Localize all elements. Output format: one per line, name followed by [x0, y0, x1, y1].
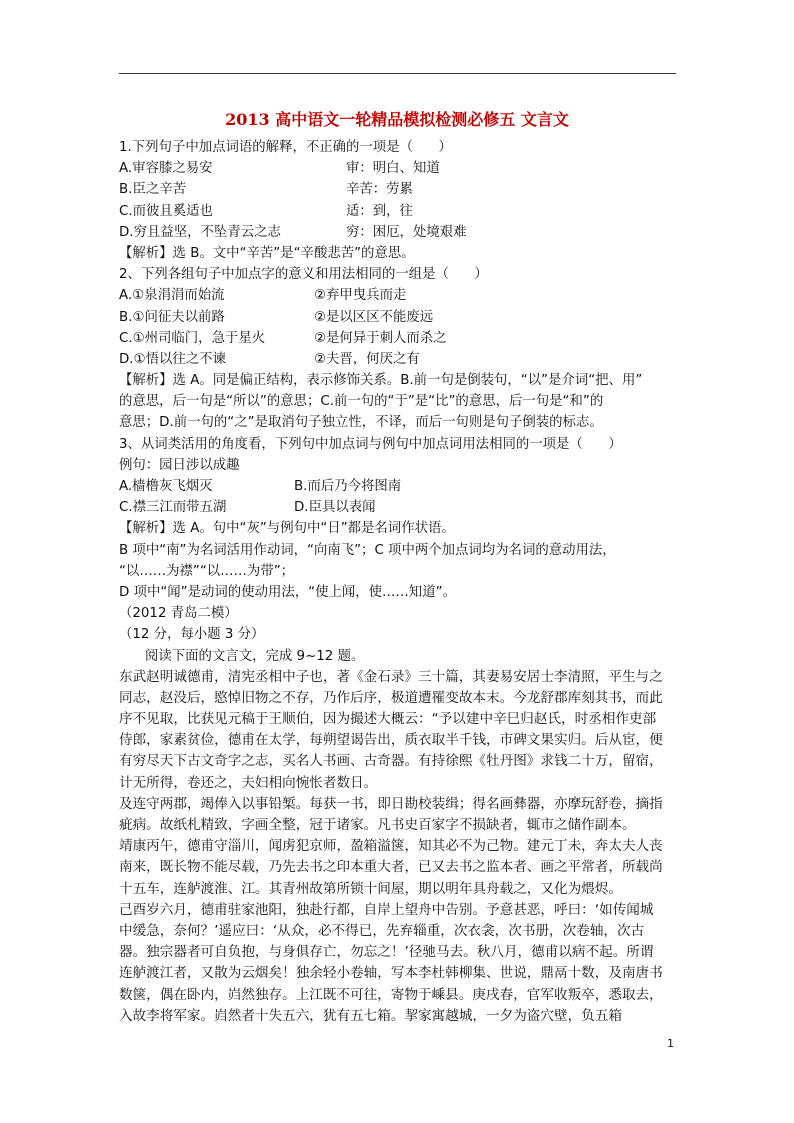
q1-option: A.审容膝之易安 审：明白、知道 [119, 161, 440, 177]
q2-option: D.①悟以往之不谏 ②夫晋，何厌之有 [119, 351, 420, 367]
instruction: 阅读下面的文言文，完成 9~12 题。 [145, 648, 365, 664]
q1-analysis: 【解析】选 B。文中“辛苦”是“辛酸悲苦”的意思。 [119, 245, 415, 261]
passage-line: 疵病。故纸札精致，字画全整，冠于诸家。凡书史百家字不损缺者，辄市之储作副本。 [119, 817, 636, 833]
q1-stem: 1.下列句子中加点词语的解释，不正确的一项是（ ） [119, 140, 452, 155]
q3-example: 例句：园日涉以成趣 [119, 457, 240, 473]
q3-stem: 3、从词类活用的角度看，下列句中加点词与例句中加点词用法相同的一项是（ ） [119, 436, 622, 452]
q1-option: B.臣之辛苦 辛苦：劳累 [119, 182, 413, 198]
q2-option: A.①泉涓涓而始流 ②弃甲曳兵而走 [119, 288, 407, 304]
passage-line: 侍郎，家素贫俭，德甫在太学，每朔望谒告出，质衣取半千钱，市碑文果实归。后从宦，便 [119, 732, 663, 749]
passage-line: 计无所得，卷还之，夫妇相向惋怅者数日。 [119, 774, 378, 791]
passage-line: 入故李将军家。岿然者十失五六，犹有五七箱。挈家寓越城，一夕为盗穴壁，负五箱 [119, 1007, 622, 1024]
passage-line: 东武赵明诚德甫，清宪丞相中子也，著《金石录》三十篇，其妻易安居士李清照，平生与之 [119, 668, 663, 685]
passage-line: 南来，既长物不能尽载，乃先去书之印本重大者，已又去书之监本者、画之平常者，所载尚 [119, 859, 663, 876]
passage-line: 靖康丙午，德甫守淄川，闻虏犯京师，盈箱溢箧，知其必不为己物。建元丁未，奔太夫人丧 [119, 838, 663, 855]
q2-analysis-line: 的意思，后一句是“所以”的意思；C.前一句的“于”是“比”的意思，后一句是“和”的 [119, 394, 604, 410]
q3-option: C.襟三江而带五湖 D.臣具以表闻 [119, 500, 376, 516]
source-note: （2012 青岛二模） [119, 606, 238, 622]
q3-option: A.樯橹灰飞烟灭 B.而后乃今将图南 [119, 479, 402, 494]
passage-line: 己酉岁六月，德甫驻家池阳，独赴行都，自岸上望舟中告别。予意甚恶，呼曰：‘如传闻城 [119, 901, 654, 918]
document-body [119, 137, 677, 1027]
passage-line: 数箧，偶在卧内，岿然独存。上江既不可往，寄物于嵊县。庚戌春，官军收叛卒，悉取去， [119, 986, 663, 1003]
q2-stem: 2、下列各组句子中加点字的意义和用法相同的一组是（ ） [119, 267, 488, 283]
q3-analysis-line: 【解析】选 A。句中“灰”与例句中“日”都是名词作状语。 [119, 521, 455, 537]
passage [119, 667, 677, 1027]
passage-line: 器。独宗器者可自负抱，与身俱存亡，勿忘之！’径驰马去。秋八月，德甫以病不起。所谓 [119, 944, 654, 961]
passage-line: 序不见取，比获见元稿于王顺伯，因为撮述大概云：“予以建中辛巳归赵氏，时丞相作吏部 [119, 711, 657, 728]
passage-line: 及连守两郡，竭俸入以事铅椠。每获一书，即日勘校装缉；得名画彝器，亦摩玩舒卷，摘指 [119, 795, 663, 812]
q1-option: C.而彼且奚适也 适：到，往 [119, 203, 413, 219]
passage-line: 中缓急，奈何？’遥应曰：‘从众，必不得已，先弃辎重，次衣衾，次书册，次卷轴，次古 [119, 922, 645, 939]
q2-analysis-line: 意思；D.前一句的“之”是取消句子独立性，不译，而后一句则是句子倒装的标志。 [119, 415, 603, 431]
passage-line: 有穷尽天下古文奇字之志，买名人书画、古奇器。有持徐熙《牡丹图》求钱二十万，留宿， [119, 753, 663, 770]
passage-line: 十五车，连舻渡淮、江。其青州故第所锁十间屋，期以明年具舟载之，又化为煨烬。 [119, 880, 622, 897]
page-title: 2013 高中语文一轮精品模拟检测必修五 文言文 [225, 110, 569, 129]
q2-option: C.①州司临门，急于星火 ②是何异于刺人而杀之 [119, 330, 447, 346]
points-note: （12 分，每小题 3 分） [119, 627, 265, 643]
q2-option: B.①问征夫以前路 ②是以区区不能废远 [119, 309, 434, 325]
q3-analysis-line: “以……为襟”“以……为带”； [119, 563, 295, 579]
q2-analysis-line: 【解析】选 A。同是偏正结构，表示修饰关系。B.前一句是倒装句，“以”是介词“把、用” [119, 373, 643, 389]
passage-line: 连舻渡江者，又散为云烟矣！独余轻小卷轴，写本李杜韩柳集、世说，鼎鬲十数，及南唐书 [119, 965, 663, 982]
q3-analysis-line: B 项中“南”为名词活用作动词，“向南飞”；C 项中两个加点词均为名词的意动用法， [119, 542, 616, 558]
q1-option: D.穷且益坚，不坠青云之志 穷：困厄，处境艰难 [119, 224, 467, 240]
page-number: 1 [667, 1037, 674, 1050]
q3-analysis-line: D 项中“闻”是动词的使动用法，“使上闻，使……知道”。 [119, 584, 456, 600]
header-rule [119, 73, 676, 74]
passage-line: 同志，赵没后，愍悼旧物之不存，乃作后序，极道遭罹变故本末。今龙舒郡库刻其书，而此 [119, 689, 663, 706]
